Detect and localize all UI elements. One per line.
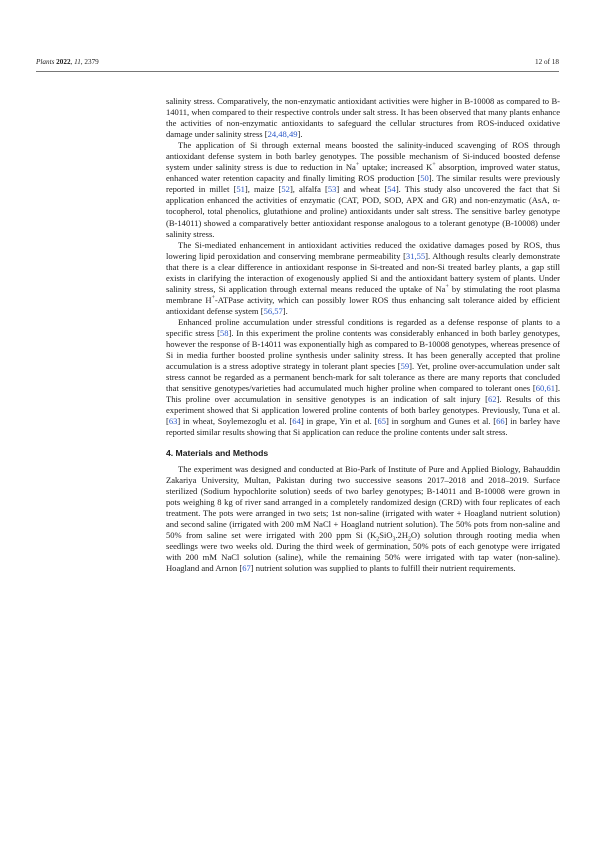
paragraph-antioxidant-intro: salinity stress. Comparatively, the non-enzymatic antioxidant activities were higher in B-10008 as compared to B-14011, when compared to their respective controls under salt stress. It has been observed that many plants enhance the activities of non-enzymatic antioxidants to safeguard the cellular structures from ROS-induced oxidative damage under salinity stress [24,48,49]. [166,96,560,140]
citation-link[interactable]: 64 [292,416,301,427]
journal-volume: 11 [74,58,81,66]
citation-link[interactable]: 56,57 [263,305,283,316]
citation-link[interactable]: 59 [400,361,410,372]
paragraph-materials: The experiment was designed and conducted at Bio-Park of Institute of Pure and Applied Biology, Bahauddin Zakariya University, Multan, Pakistan during two successive seasons 2017–2018 and 2018–2019. Surface sterilized (Sodium hypochlorite solution) seeds of two barley genotypes; B-14011 and B-10008 were grown in pots weighing 8 kg of river sand arranged in a completely randomized design (CRD) with four replicates of each treatment. The pots were arranged in two sets; 1st non-saline (irrigated with water + Hoagland nutrient solution) and second saline (irrigated with 200 mM NaCl + Hoagland nutrient solution). The 50% pots from non-saline and 50% from saline set were irrigated with 200 ppm Si $(K_2SiO_3.2H_2O)$ solution through rooting media when seedlings were two weeks old. During the third week of germination, 50% pots of each genotype were irrigated with 200 mM NaCl solution (saline), while the remaining 50% were irrigated with tap water (non-saline). Hoagland and Arnon [67] nutrient solution was supplied to plants to fulfill their nutrient requirements. [166,463,560,573]
section-heading: 4. Materials and Methods [166,448,269,459]
citation-link[interactable]: 63 [168,416,178,427]
page-header [36,58,559,66]
citation-link[interactable]: 58 [219,327,229,338]
paragraph-si-application: The application of Si through external means boosted the salinity-induced scavenging of ROS through antioxidant defense system in both barley genotypes. The possible mechanism of Si-induced boosted defense system under salinity stress is due to reduction in Na+ uptake; increased K+ absorption, improved water status, enhanced water retention capacity and finally limiting ROS production [50]. The similar results were previously reported in millet [51], maize [52], alfalfa [53] and wheat [54]. This study also uncovered the fact that Si application enhanced the activities of enzymatic (CAT, POD, SOD, APX and GR) and non-enzymatic (AsA, α-tocopherol, total phenolics, glutathione and proline) antioxidants under salt stress. The sensitive barley genotype (B-14011) showed a comparatively better antioxidant response analogous to a tolerant genotype (B-10008) under salinity stress. [166,140,561,239]
citation-link[interactable]: 60,61 [535,383,556,394]
citation-link[interactable]: 52 [281,184,290,195]
page-number: 12 of 18 [535,58,559,66]
citation-link[interactable]: 51 [236,184,245,195]
main-content [166,96,560,574]
citation-link[interactable]: 24,48,49 [267,129,298,140]
citation-link[interactable]: 62 [488,394,497,405]
citation-link[interactable]: 67 [242,562,251,573]
header-divider [36,71,559,72]
paragraph-si-mediated: The Si-mediated enhancement in antioxidant activities reduced the oxidative damages posed by ROS, thus lowering lipid peroxidation and conserving membrane permeability [31,55]. Although results clearly demonstrate that there is a clear difference in antioxidant response in Si-treated and non-Si treated barley plants, a gap still exists in clarifying the interaction of exogenously applied Si and the antioxidant battery system of plants. Under salinity stress, Si application through external means reduced the uptake of Na+ by stimulating the root plasma membrane H+-ATPase activity, which can possibly lower ROS thus enhancing salt tolerance aided by efficient antioxidant defense system [56,57]. [166,239,560,316]
paragraph-proline: Enhanced proline accumulation under stressful conditions is regarded as a defense response of plants to a specific stress [58]. In this experiment the proline contents was considerably enhanced in both barley genotypes, however the response of B-14011 was exponentially high as compared to B-10008 genotypes, whereas presence of Si in media further boosted proline synthesis under salinity stress. It has been generally accepted that proline accumulation is a stress adoptive strategy in tolerant plant species [59]. Yet, proline over-accumulation under salt stress cannot be regarded as a permanent bench-mark for salt tolerance as there are many reports that concluded that sensitive genotypes/varieties had accumulated much higher proline when compared to tolerant ones [60,61]. This proline over accumulation in sensitive genotypes is an indication of salt injury [62]. Results of this experiment showed that Si application lowered proline contents of both barley genotypes. Previously, Tuna et al. [63] in wheat, Soylemezoglu et al. [64] in grape, Yin et al. [65] in sorghum and Gunes et al. [66] in barley have reported similar results showing that Si application can reduce the proline contents under salt stress. [166,316,561,438]
citation-link[interactable]: 66 [496,416,505,427]
journal-name: Plants [36,58,55,66]
citation-link[interactable]: 53 [327,184,337,195]
journal-year: 2022 [56,58,71,66]
citation-link[interactable]: 65 [377,416,386,427]
citation-link[interactable]: 54 [387,184,396,195]
article-number: 2379 [84,58,99,66]
citation-link[interactable]: 31,55 [405,250,426,261]
citation-link[interactable]: 50 [420,173,429,184]
journal-citation: Plants 2022, 11, 2379 [36,58,99,66]
